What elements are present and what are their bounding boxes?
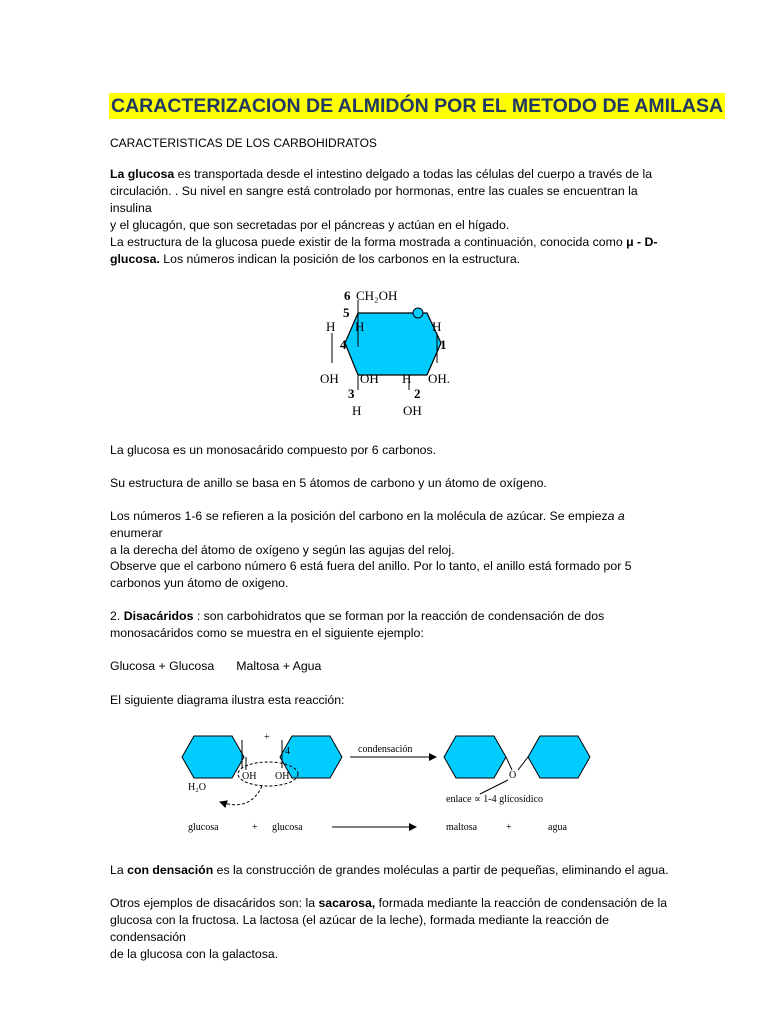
atom-label: OH xyxy=(403,403,422,418)
text-line: Otros ejemplos de disacáridos son: la xyxy=(110,896,319,910)
carbon-number: 6 xyxy=(344,288,351,303)
plus-sign: + xyxy=(264,732,270,743)
bold-term: Disacáridos xyxy=(123,609,194,623)
equation-right: Maltosa + Agua xyxy=(236,659,322,673)
carbon-number: 4 xyxy=(340,337,347,352)
carbon-number: 3 xyxy=(348,386,355,401)
bold-term: con densación xyxy=(127,863,214,877)
atom-label: H xyxy=(326,319,336,334)
atom-label: O xyxy=(509,770,517,781)
atom-label: OH xyxy=(242,771,257,782)
text-line: Los números 1-6 se refieren a la posición del carbono en la molécula de azúcar. Se empiez xyxy=(110,509,608,523)
paragraph-diagram-intro: El siguiente diagrama ilustra esta reacción: xyxy=(110,693,345,707)
paragraph-disaccharides xyxy=(110,608,670,642)
text-line: enumerar xyxy=(110,526,163,540)
italic-text: a a xyxy=(607,509,625,523)
atom-label: H xyxy=(355,319,365,334)
text-line: circulación. . Su nivel en sangre está controlado por hormonas, entre las cuales se encuentran la insulina xyxy=(110,184,638,215)
paragraph-equation xyxy=(110,658,670,675)
text-line: Los números indican la posición de los carbonos en la estructura. xyxy=(159,252,521,266)
carbon-number: 5 xyxy=(343,305,350,320)
glucose-hexagon xyxy=(528,736,590,778)
arrow-label: condensación xyxy=(358,744,413,755)
text-line: monosacáridos como se muestra en el siguiente ejemplo: xyxy=(110,626,424,640)
glucose-hexagon xyxy=(182,736,244,778)
condensation-reaction-diagram xyxy=(180,730,600,840)
atom-label: H xyxy=(402,371,412,386)
glucose-hexagon xyxy=(444,736,506,778)
paragraph-numbering xyxy=(110,508,670,559)
plus-sign: + xyxy=(506,822,512,833)
text-line: de la glucosa con la galactosa. xyxy=(110,947,279,961)
bond-label: enlace ∝ 1-4 glicosídico xyxy=(446,794,544,805)
paragraph-monosaccharide: La glucosa es un monosacárido compuesto por 6 carbonos. xyxy=(110,443,437,457)
atom-label: OH. xyxy=(428,371,451,386)
paragraph-carbon-six xyxy=(110,558,670,592)
plus-sign: + xyxy=(252,822,258,833)
bold-term: μ - D- xyxy=(626,235,658,249)
reactant-label: glucosa xyxy=(272,822,303,833)
text-line: : son carbohidratos que se forman por la reacción de condensación de dos xyxy=(193,609,605,623)
page-title: CARACTERIZACION DE ALMIDÓN POR EL METODO DE AMILASA xyxy=(111,95,724,117)
curved-arrow xyxy=(220,786,262,805)
text-line: es la construcción de grandes moléculas a partir de pequeñas, eliminando el agua. xyxy=(213,863,669,877)
atom-label: OH xyxy=(275,771,290,782)
paragraph-glucose-transport xyxy=(110,166,670,234)
text-line: carbonos yun átomo de oxigeno. xyxy=(110,576,289,590)
bold-term: glucosa. xyxy=(110,252,160,266)
glucose-ring-diagram xyxy=(310,285,470,425)
oxygen-atom-circle xyxy=(413,308,423,318)
bond-line xyxy=(518,757,528,770)
paragraph-ring-structure: Su estructura de anillo se basa en 5 átomos de carbono y un átomo de oxígeno. xyxy=(110,476,547,490)
carbon-number: 4 xyxy=(285,746,290,757)
paragraph-condensation xyxy=(110,862,670,879)
bold-term: La glucosa xyxy=(110,167,175,181)
text-line: es transportada desde el intestino delgado a todas las células del cuerpo a través de la xyxy=(174,167,653,181)
text-line: glucosa con la fructosa. La lactosa (el azúcar de la leche), formada mediante la reacción de condensación xyxy=(110,913,609,944)
text-line: La estructura de la glucosa puede existir de la forma mostrada a continuación, conocida como xyxy=(110,235,627,249)
section-subtitle: CARACTERISTICAS DE LOS CARBOHIDRATOS xyxy=(110,136,377,150)
bond-pointer xyxy=(480,780,508,794)
paragraph-other-examples xyxy=(110,895,670,963)
text-line: La xyxy=(110,863,128,877)
water-label: H₂O xyxy=(188,782,206,793)
carbon-number: 1 xyxy=(440,337,447,352)
list-number: 2. xyxy=(110,609,124,623)
text-line: y el glucagón, que son secretadas por el páncreas y actúan en el hígado. xyxy=(110,218,510,232)
ch2oh-label: CH₂OH xyxy=(356,288,398,303)
atom-label: OH xyxy=(360,371,379,386)
text-line: a la derecha del átomo de oxígeno y según las agujas del reloj. xyxy=(110,543,455,557)
atom-label: H xyxy=(432,319,442,334)
reactant-label: glucosa xyxy=(188,822,219,833)
atom-label: H xyxy=(352,403,362,418)
carbon-number: 2 xyxy=(414,386,421,401)
bold-term: sacarosa, xyxy=(318,896,376,910)
product-label: maltosa xyxy=(446,822,478,833)
text-line: formada mediante la reacción de condensación de la xyxy=(375,896,668,910)
product-label: agua xyxy=(548,822,567,833)
text-line: Observe que el carbono número 6 está fuera del anillo. Por lo tanto, el anillo está formado por 5 xyxy=(110,559,632,573)
bond-line xyxy=(506,757,512,770)
paragraph-glucose-structure xyxy=(110,234,670,268)
atom-label: OH xyxy=(320,371,339,386)
equation-left: Glucosa + Glucosa xyxy=(110,659,215,673)
